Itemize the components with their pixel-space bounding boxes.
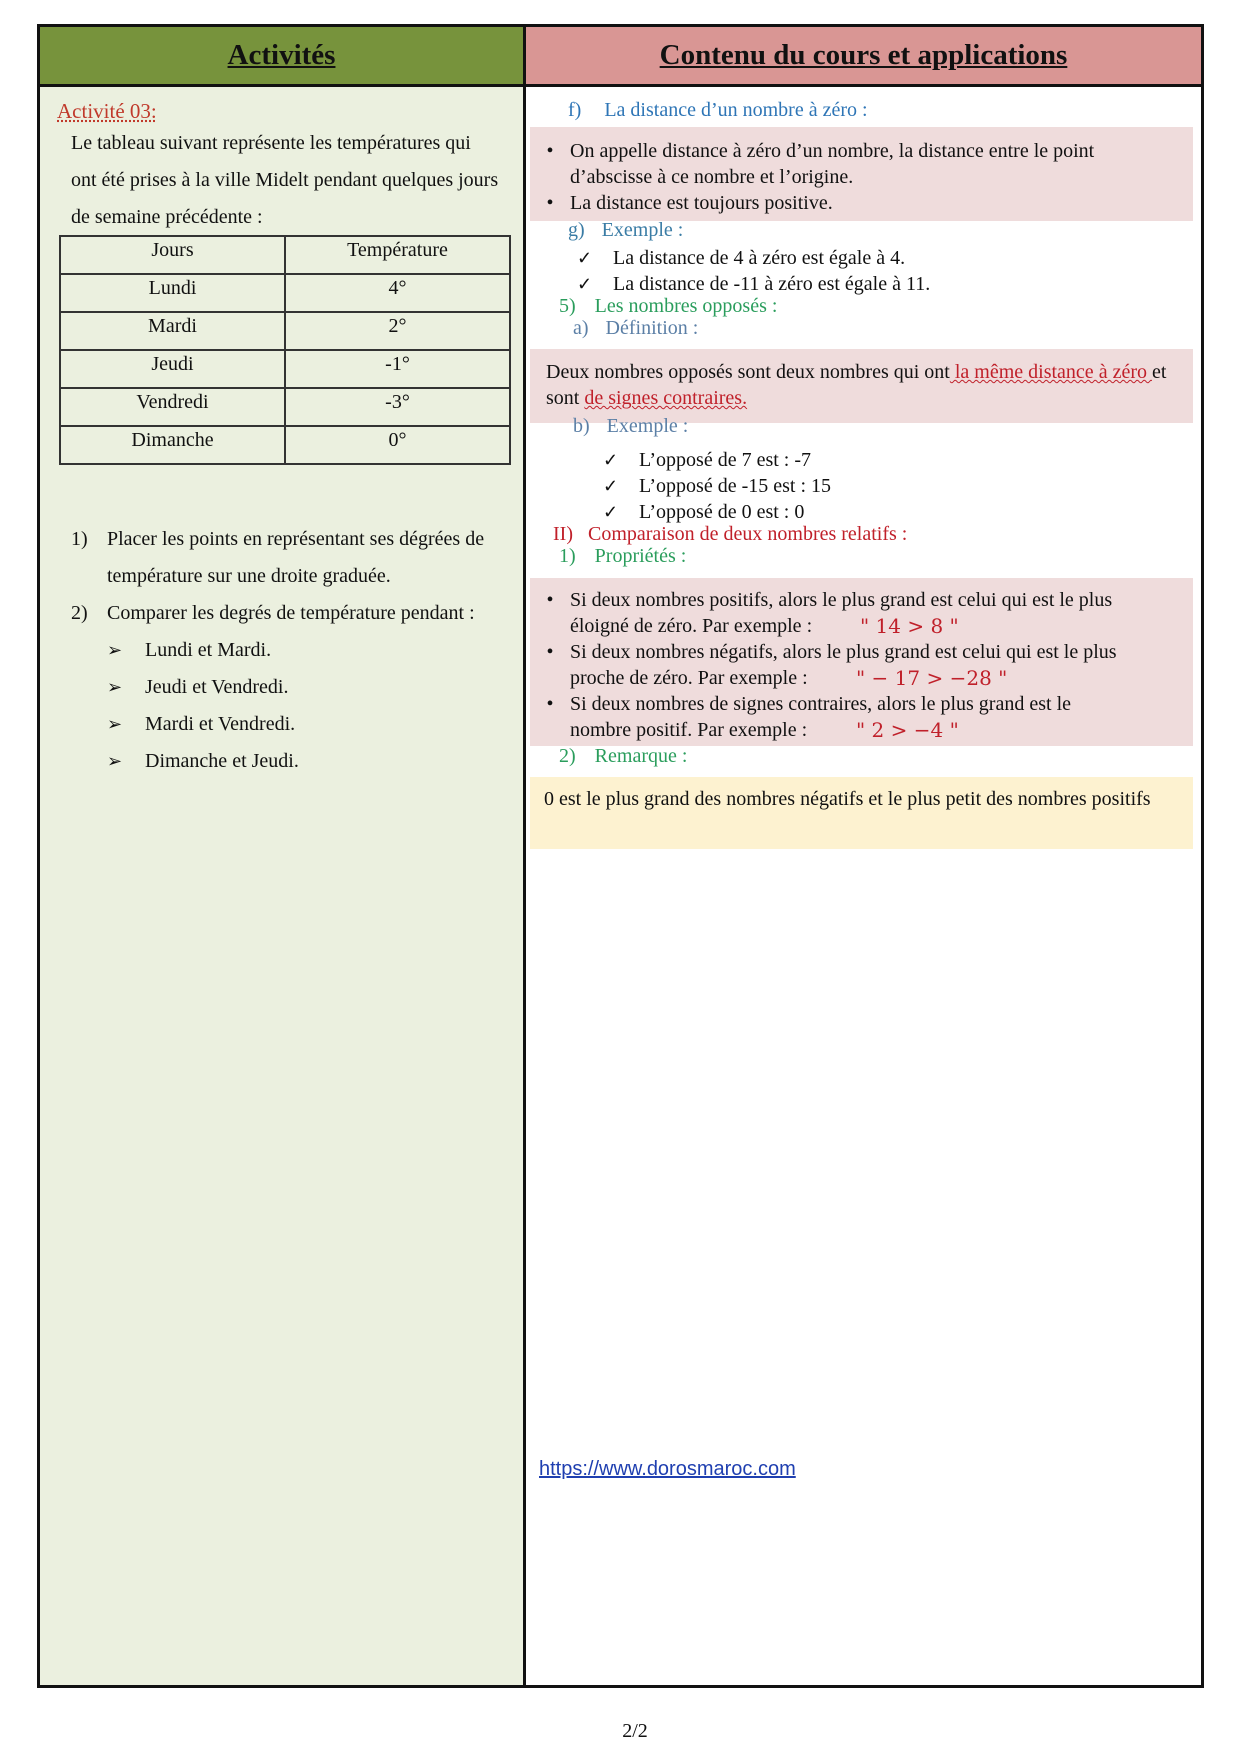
- question-2: [71, 595, 501, 632]
- section-title: Remarque :: [594, 745, 688, 767]
- question-number: 1): [71, 528, 88, 550]
- check-text: La distance de 4 à zéro est égale à 4.: [613, 247, 906, 269]
- property-item: [530, 587, 1193, 639]
- example-inequality: " 2 > −4 ": [856, 718, 959, 742]
- section-number: II): [553, 523, 573, 545]
- page-frame: [37, 24, 1204, 1688]
- activity-intro: Le tableau suivant représente les températures qui ont été prises à la ville Midelt pendant quelques jours de semaine précédente :: [71, 132, 499, 228]
- section-title: Exemple :: [601, 219, 684, 241]
- list-item-text: Dimanche et Jeudi.: [145, 750, 299, 772]
- checkmark-icon: ✓: [603, 450, 619, 470]
- list-item: [107, 669, 501, 706]
- bullet-item: [530, 138, 1193, 190]
- property-item: [530, 639, 1193, 691]
- table-header-row: [60, 236, 510, 274]
- section-title: Comparaison de deux nombres relatifs :: [587, 523, 908, 545]
- definition-highlight: de signes contraires.: [584, 387, 748, 409]
- table-row: [60, 274, 510, 312]
- definition-text: et sont: [546, 361, 1167, 409]
- opposites-definition-box: [530, 349, 1193, 423]
- check-item: [603, 473, 831, 499]
- bullet-icon: •: [546, 192, 554, 214]
- table-row: [60, 350, 510, 388]
- table-cell-temperature: 4°: [285, 274, 510, 312]
- website-link[interactable]: https://www.dorosmaroc.com: [539, 1458, 796, 1480]
- arrow-bullet-icon: ➢: [107, 714, 123, 734]
- question-text: Comparer les degrés de température pendant :: [107, 602, 475, 624]
- comparison-list: [107, 632, 501, 780]
- arrow-bullet-icon: ➢: [107, 751, 123, 771]
- table-row: [60, 426, 510, 464]
- list-item: [107, 632, 501, 669]
- list-item-text: Lundi et Mardi.: [145, 639, 272, 661]
- column-header-temperature: Température: [285, 236, 510, 274]
- check-text: La distance de -11 à zéro est égale à 11.: [613, 273, 931, 295]
- arrow-bullet-icon: ➢: [107, 640, 123, 660]
- section-remark-heading: [559, 745, 687, 768]
- checkmark-icon: ✓: [603, 502, 619, 522]
- bullet-icon: •: [546, 140, 554, 162]
- temperature-table: [59, 235, 511, 465]
- section-number: 5): [559, 295, 576, 317]
- table-cell-day: Mardi: [60, 312, 285, 350]
- section-number: b): [573, 415, 590, 437]
- check-text: L’opposé de 0 est : 0: [639, 501, 805, 523]
- table-cell-temperature: -1°: [285, 350, 510, 388]
- list-item: [107, 706, 501, 743]
- checkmark-icon: ✓: [577, 274, 593, 294]
- section-number: a): [573, 317, 589, 339]
- section-title: Les nombres opposés :: [594, 295, 778, 317]
- check-item: [577, 271, 930, 297]
- section-a-heading: [573, 317, 698, 340]
- question-text: Placer les points en représentant ses dégrées de température sur une droite graduée.: [107, 528, 485, 587]
- arrow-bullet-icon: ➢: [107, 677, 123, 697]
- check-text: L’opposé de 7 est : -7: [639, 449, 812, 471]
- table-cell-temperature: 2°: [285, 312, 510, 350]
- section-title: Définition :: [605, 317, 699, 339]
- bullet-icon: •: [546, 693, 554, 715]
- page-number: 2/2: [622, 1720, 648, 1742]
- section-g-heading: [568, 219, 683, 242]
- opposite-examples: [603, 447, 831, 525]
- definition-text: Deux nombres opposés sont deux nombres qui ont: [546, 361, 950, 383]
- section-number: 2): [559, 745, 576, 767]
- list-item: [107, 743, 501, 780]
- table-cell-day: Lundi: [60, 274, 285, 312]
- question-1: [71, 521, 501, 595]
- bullet-text: La distance est toujours positive.: [570, 192, 833, 214]
- remark-box: [530, 777, 1193, 849]
- definition-highlight: la même distance à zéro: [949, 361, 1152, 383]
- table-cell-temperature: 0°: [285, 426, 510, 464]
- section-title: Exemple :: [606, 415, 689, 437]
- property-text: Si deux nombres de signes contraires, alors le plus grand est le: [570, 693, 1071, 715]
- distance-definition-box: [530, 127, 1193, 221]
- section-f-heading: [568, 99, 868, 122]
- bullet-item: [530, 190, 1193, 216]
- section-number: g): [568, 219, 585, 241]
- table-cell-day: Dimanche: [60, 426, 285, 464]
- section-b-heading: [573, 415, 688, 438]
- activity-title: Activité 03:: [57, 99, 157, 123]
- table-cell-temperature: -3°: [285, 388, 510, 426]
- check-item: [603, 447, 831, 473]
- table-row: [60, 312, 510, 350]
- property-text: proche de zéro. Par exemple :: [570, 667, 808, 689]
- list-item-text: Jeudi et Vendredi.: [145, 676, 289, 698]
- bullet-icon: •: [546, 589, 554, 611]
- list-item-text: Mardi et Vendredi.: [145, 713, 296, 735]
- activities-header: Activités: [40, 27, 523, 87]
- table-cell-day: Jeudi: [60, 350, 285, 388]
- section-title: Propriétés :: [594, 545, 687, 567]
- property-text: nombre positif. Par exemple :: [570, 719, 808, 741]
- activities-column: [40, 27, 526, 1685]
- properties-box: [530, 578, 1193, 746]
- check-item: [577, 245, 930, 271]
- check-item: [603, 499, 831, 525]
- course-column: [526, 27, 1201, 1685]
- table-row: [60, 388, 510, 426]
- section-5-heading: [559, 295, 777, 318]
- distance-examples: [577, 245, 930, 297]
- checkmark-icon: ✓: [603, 476, 619, 496]
- section-number: f): [568, 99, 582, 121]
- column-header-days: Jours: [60, 236, 285, 274]
- checkmark-icon: ✓: [577, 248, 593, 268]
- property-text: éloigné de zéro. Par exemple :: [570, 615, 813, 637]
- bullet-text: On appelle distance à zéro d’un nombre, la distance entre le point d’abscisse à ce nombre et l’origine.: [570, 140, 1095, 188]
- questions-list: [71, 521, 501, 780]
- bullet-icon: •: [546, 641, 554, 663]
- property-item: [530, 691, 1193, 743]
- example-inequality: " − 17 > −28 ": [856, 666, 1008, 690]
- section-number: 1): [559, 545, 576, 567]
- course-header: Contenu du cours et applications: [526, 27, 1201, 87]
- section-II-heading: [553, 523, 907, 546]
- section-title: La distance d’un nombre à zéro :: [604, 99, 868, 121]
- example-inequality: " 14 > 8 ": [860, 614, 959, 638]
- remark-text: 0 est le plus grand des nombres négatifs et le plus petit des nombres positifs: [544, 788, 1151, 810]
- check-text: L’opposé de -15 est : 15: [639, 475, 832, 497]
- table-cell-day: Vendredi: [60, 388, 285, 426]
- property-text: Si deux nombres négatifs, alors le plus grand est celui qui est le plus: [570, 641, 1117, 663]
- question-number: 2): [71, 602, 88, 624]
- section-properties-heading: [559, 545, 686, 568]
- property-text: Si deux nombres positifs, alors le plus grand est celui qui est le plus: [570, 589, 1113, 611]
